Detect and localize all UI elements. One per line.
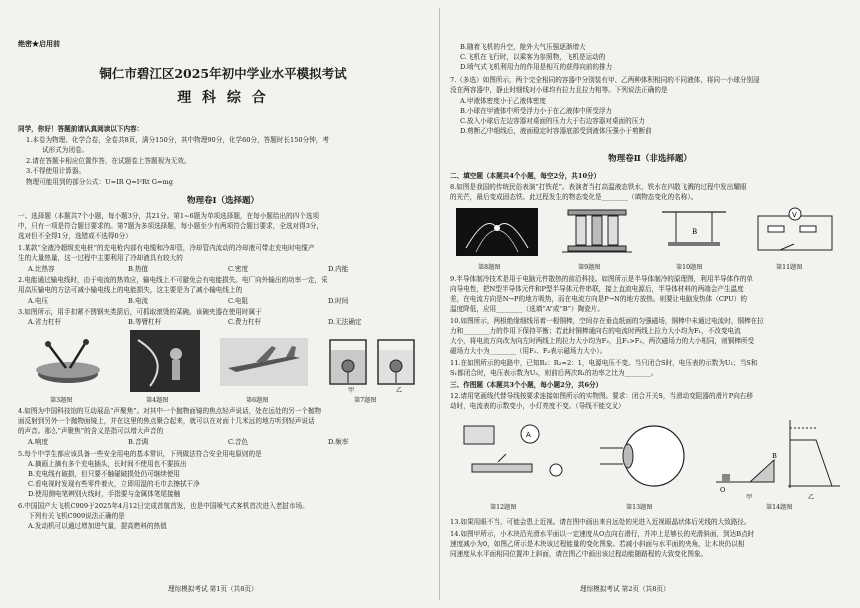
question-14: 同速度从水平面相同位置冲上斜面，请在图乙中画出该过程动能随路程的大致变化图象。 [450, 550, 708, 558]
question-9: 差，在电流方向是N→P的地方吸热，而在电流方向是P→N的地方放热。则要让电脑发热体（CPU）的 [450, 295, 747, 303]
left-page [18, 0, 428, 608]
fig4-caption: 第4题图 [146, 397, 169, 404]
question-12: 12.请用笔画线代替导线按要求连接如图所示的实物图。要求：闭合开关S，当滑动变阻器的滑片P向右移 [450, 392, 753, 400]
q7-option: B.小球在甲液体中所受浮力小于在乙液体中所受浮力 [460, 107, 613, 115]
fig8-caption: 第8题图 [478, 264, 501, 271]
q7-option: C.放入小球后左边容器对桌面的压力大于右边容器对桌面的压力 [460, 117, 645, 125]
fig10-caption: 第10题图 [676, 264, 703, 271]
svg-text:V: V [792, 211, 797, 219]
figure-6-airplane [220, 338, 308, 386]
svg-text:O: O [720, 486, 726, 494]
q1-option: C.密度 [228, 265, 249, 273]
fig14-label-yi: 乙 [808, 494, 815, 501]
fig13-caption: 第13题图 [626, 504, 653, 511]
fig14-label-jia: 甲 [746, 494, 753, 501]
question-9: 9.半导体制冷技术是用于电脑元件散热的前沿科技。如图所示是半导体制冷的原理图，利用半导体作的单 [450, 275, 754, 283]
fig6-caption: 第6题图 [246, 397, 269, 404]
fig12-caption: 第12题图 [490, 504, 517, 511]
q1-option: A.比热容 [28, 265, 55, 273]
question-11: 11.在如图所示的电路中，已知R₁：R₂=2：1，电源电压不变。当只闭合S时，电压表的示数为U₁；当S和 [450, 359, 758, 367]
q2-option: A.电压 [28, 297, 49, 305]
question-10: 大小，将电流方向改为向左时两线上的拉力大小均为F₂，且F₁>F₂，两次磁场力的大小相同，则铜棒所受 [450, 337, 755, 345]
notice-line: 3.不得使用计算器。 [26, 167, 86, 175]
q4-option: C.音色 [228, 438, 249, 446]
question-10: 10.如图所示，两根绝缘细线吊着一根铜棒，空间存在垂直纸面的匀强磁场，铜棒中未通过电流时，铜棒在拉 [450, 317, 764, 325]
volume2-title: 物理卷Ⅱ（非选择题） [608, 154, 692, 164]
question-7: 7.（多选）如图所示，两个完全相同的容器中分别装有甲、乙两种体积相同的不同液体，将同一小球分别浸 [450, 76, 760, 84]
q5-option: B.充电线有破损，但只要不触碰破损处仍可继续使用 [28, 470, 181, 478]
figure-11-circuit [750, 204, 842, 258]
figure-9-peltier [556, 206, 638, 256]
figure-12-circuit-parts [458, 418, 578, 494]
subject-title: 理 科 综 合 [177, 90, 269, 106]
question-8: 的光芒，最后变成固态铁。此过程发生的物态变化是________（填物态变化的名称）。 [450, 193, 698, 201]
question-10: 磁场力大小为________（用F₁、F₂表示磁场力大小）。 [450, 347, 607, 355]
notice-line: 1.本卷为物理、化学合卷，全卷共8页，满分150分，其中物理90分，化学60分，答题时长150分钟，考 [26, 136, 329, 144]
q2-option: D.时间 [328, 297, 349, 305]
q6-option: D.喷气式飞机利用力的作用是相互的获得向前的推力 [460, 63, 613, 71]
page-divider [439, 8, 440, 600]
fig14-caption: 第14题图 [766, 504, 793, 511]
q1-option: D.内能 [328, 265, 349, 273]
q3-option: C.费力杠杆 [228, 318, 262, 326]
notice-head: 同学，你好！答题前请认真阅读以下内容： [18, 125, 144, 133]
q4-option: A.响度 [28, 438, 49, 446]
section-2-title: 二、填空题（本题共4个小题，每空2分，共10分） [450, 172, 601, 180]
question-4: 的声音。那么“声聚焦”的含义是指可以增大声音的 [18, 427, 164, 435]
q5-option: C.看电视时发现有些零件着火，立即用湿的毛巾去擦拭干净 [28, 480, 200, 488]
q4-option: B.音调 [128, 438, 149, 446]
right-page-footer: 理综模拟考试 第2页（共8页） [580, 585, 670, 593]
q4-option: D.频率 [328, 438, 349, 446]
q5-option: D.使用测电笔辨别火线时，手指要与金属体笔尾接触 [28, 490, 181, 498]
question-8: 8.如图是我国的传统民俗表演“打铁花”。表演者当打高温液态铁水，铁水在四散飞溅的过程中发出耀眼 [450, 183, 747, 191]
q2-option: C.电阻 [228, 297, 249, 305]
figure-10-copper-rod [654, 208, 734, 256]
svg-text:A: A [526, 431, 531, 439]
fig11-caption: 第11题图 [776, 264, 803, 271]
q3-option: D.无法确定 [328, 318, 362, 326]
question-2: 用高压输电的方法可减小输电线上的电能损失，这主要是为了减小输电线上的 [18, 286, 243, 294]
question-4: 4.如图为中国科技馆的互动展品“声聚焦”。对其中一个抛物面镜的焦点轻声说话，处在远处的另一个抛物 [18, 407, 322, 415]
figure-13-eye [598, 420, 694, 492]
q6-option: B.随着飞机的升空，舱外大气压强逐渐增大 [460, 43, 586, 51]
volume1-title: 物理卷Ⅰ（选择题） [187, 196, 259, 206]
section-3-title: 三、作图题（本题共3个小题，每小题2分，共6分） [450, 381, 603, 389]
exam-title: 铜仁市碧江区2025年初中学业水平模拟考试 [99, 66, 347, 81]
question-11: S₁都闭合时，电压表示数为U₂，则前后两次R₁的功率之比为________。 [450, 369, 658, 377]
question-13: 13.如果用眼不当，可能会患上近视。请在图中画出来自远处的光进入近视眼晶状体后光线的大致路径。 [450, 518, 751, 526]
fig7-label-jia: 甲 [348, 387, 355, 394]
q2-option: B.电流 [128, 297, 149, 305]
question-5: 5.每个中学生都应该具备一些安全用电的基本常识，下列做法符合安全用电原则的是 [18, 450, 262, 458]
svg-text:B: B [772, 452, 777, 460]
question-9: 向导电性，把N型半导体元件和P型半导体元件串联，接上直流电源后，半导体材料的两端会产生温度 [450, 285, 744, 293]
q6-option: C.飞机在飞行时，以乘客为参照物，飞机是运动的 [460, 53, 606, 61]
question-1: 生的大量热量，这一过程中主要利用了冷却液具有较大的 [18, 254, 183, 262]
section-intro: 选对但不全得1分，选错或不选得0分） [18, 232, 132, 240]
figure-14-incline-and-energy [712, 416, 844, 498]
question-14: 14.如图甲所示，小木块沿光滑水平面以一定速度从O点向右滑行，并冲上足够长的光滑斜面，到达B点时 [450, 530, 755, 538]
question-9: 温度降低，应用________（选填“A”或“B”）陶瓷片。 [450, 305, 604, 313]
fig9-caption: 第9题图 [578, 264, 601, 271]
question-3: 3.如图所示，用手扣紧不锈钢夹类箭后，可抓取滚烫的菜碗。该碗夹器在使用时属于 [18, 308, 262, 316]
formula-line: 物理可能用到的部分公式：U=IR Q=I²Rt G=mg [26, 178, 174, 186]
figure-4-sound-focus [130, 330, 200, 392]
question-14: 速度减小为0，如图乙所示是木块该过程能量的变化图象。若减小斜面与水平面的夹角，让木块仍以相 [450, 540, 745, 548]
svg-text:B: B [692, 228, 698, 236]
secret-mark: 绝密★启用前 [18, 39, 60, 48]
fig3-caption: 第3题图 [50, 397, 73, 404]
question-1: 1.某款“全液冷超级充电桩”的充电枪内部有电缆和冷却管，冷却管内流动的冷却液可带走充电时电缆产 [18, 244, 315, 252]
q5-option: A.摘画上摘有多个充电插头，长时间不使用也不要拔出 [28, 460, 187, 468]
question-6: 6.中国国产大飞机C909于2025年4月12日完成首航首发，也是中国喷气式客机首次进入老挝市场。 [18, 502, 309, 510]
fig7-caption: 第7题图 [354, 397, 377, 404]
question-7: 没在两容器中，静止时细线对小球均有拉力且拉力相等。下列说法正确的是 [450, 86, 668, 94]
notice-line: 试形式为闭卷。 [42, 146, 89, 154]
question-4: 面反射到另外一个抛物面镜上，并在这里的焦点聚合起来，就可以在对面十几米远的地方听到轻声说话 [18, 417, 315, 425]
q1-option: B.热值 [128, 265, 149, 273]
right-page [450, 0, 850, 608]
notice-line: 2.请在答题卡相应位置作答，在试题卷上答题视为无效。 [26, 157, 191, 165]
left-page-footer: 理综模拟考试 第1页（共8页） [168, 585, 258, 593]
question-12: 动时，电流表的示数变小，小灯亮度不变。（导线不能交叉） [450, 402, 625, 410]
figure-8-iron-flowers [456, 208, 538, 256]
question-6: 下列有关飞机C909说法正确的是 [28, 512, 125, 520]
question-2: 2.电能通过输电线时，由于电流的热效应，输电线上不可避免会有电能损失。电厂向外输出的功率一定，采 [18, 276, 328, 284]
q3-option: A.省力杠杆 [28, 318, 62, 326]
q6-option: A.发动机可以通过增加进气量，提高燃料的热值 [28, 522, 167, 530]
section-intro: 中，只有一项是符合题目要求的。第7题为多项选择题，每小题至少有两项符合题目要求，全选对得3分， [18, 222, 324, 230]
section-intro: 一、选择题（本题共7个小题，每小题3分，共21分。第1~6题为单项选择题，在每小题给出的四个选项 [18, 212, 320, 220]
figure-3-bowl-clip [28, 332, 110, 390]
fig7-label-yi: 乙 [396, 387, 403, 394]
q7-option: D.剪断乙中细线后，液面稳定时容器底部受到液体压强小于剪断前 [460, 127, 652, 135]
q3-option: B.等臂杠杆 [128, 318, 162, 326]
figure-7-containers [324, 336, 420, 392]
q7-option: A.甲液体密度小于乙液体密度 [460, 97, 546, 105]
question-10: 力和________力的作用下保持平衡；若此时铜棒通向右的电流时两线上拉力大小均为F₁，不改变电流 [450, 327, 741, 335]
